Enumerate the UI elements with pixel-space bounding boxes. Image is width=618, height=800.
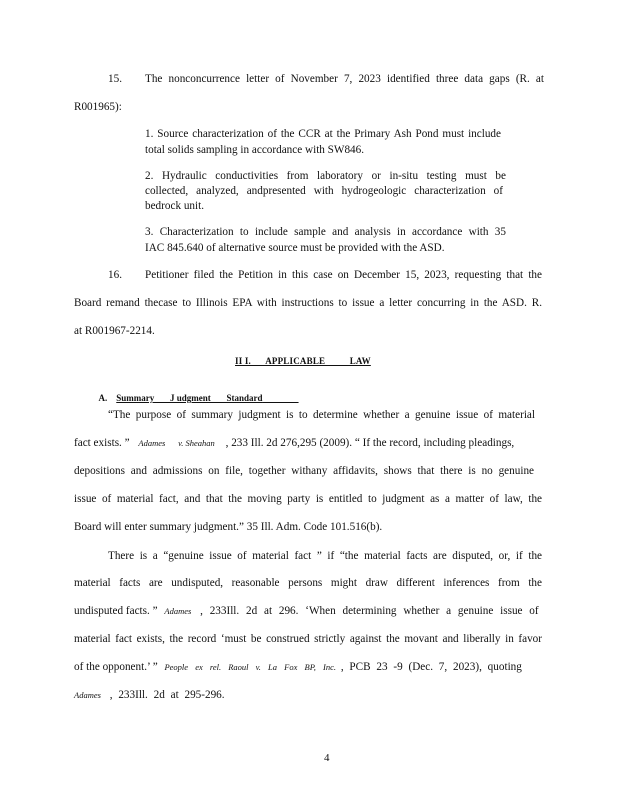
text-span: , PCB 23 -9 (Dec. 7, 2023), quoting	[340, 661, 522, 673]
standard-para-1-line-5: Board will enter summary judgment.” 35 Ill. Adm. Code 101.516(b).	[74, 521, 383, 533]
case-citation: Adames	[164, 606, 192, 616]
para-16-number: 16.	[108, 269, 122, 281]
gap-2-line-3: bedrock unit.	[145, 200, 205, 212]
para-15-line-2: R001965):	[74, 101, 122, 113]
standard-para-1-line-3: depositions and admissions on file, together withany affidavits, shows that there is no genuine	[74, 465, 534, 477]
gap-1-line-1: 1. Source characterization of the CCR at the Primary Ash Pond must include	[145, 128, 501, 140]
case-citation: People ex rel. Raoul v. La Fox BP, Inc.	[164, 662, 337, 672]
standard-para-2-line-3	[74, 606, 539, 617]
standard-para-2-line-5	[74, 662, 522, 673]
standard-para-1-line-4: issue of material fact, and that the moving party is entitled to judgment as a matter of law, the	[74, 493, 542, 505]
standard-para-2-line-4: material fact exists, the record ‘must be construed strictly against the movant and liberally in favor	[74, 633, 542, 645]
case-citation: Adames	[74, 690, 101, 700]
text-span: of the opponent.’ ”	[74, 661, 158, 673]
para-15-number: 15.	[108, 73, 122, 85]
standard-para-2-line-1: There is a “genuine issue of material fact ” if “the material facts are disputed, or, if the	[108, 550, 542, 562]
gap-3-line-2: IAC 845.640 of alternative source must be provided with the ASD.	[145, 242, 445, 254]
section-heading: II I. APPLICABLE LAW	[235, 356, 371, 366]
case-citation: Adames	[138, 438, 166, 448]
gap-3-line-1: 3. Characterization to include sample and analysis in accordance with 35	[145, 226, 506, 238]
text-span: undisputed facts. ”	[74, 605, 158, 617]
text-span: , 233Ill. 2d at 295-296.	[109, 689, 225, 701]
para-16-line-1: Petitioner filed the Petition in this case on December 15, 2023, requesting that the	[145, 269, 542, 281]
text-span: , 233 Ill. 2d 276,295 (2009). “ If the record, including pleadings,	[225, 437, 515, 449]
standard-para-1-line-2	[74, 438, 540, 449]
standard-para-1-line-1: “The purpose of summary judgment is to determine whether a genuine issue of material	[108, 409, 535, 421]
page-number: 4	[324, 752, 330, 764]
case-citation: v. Sheahan	[178, 438, 215, 448]
standard-para-2-line-2: material facts are undisputed, reasonable persons might draw different inferences from the	[74, 577, 542, 589]
gap-2-line-2: collected, analyzed, andpresented with hydrogeologic characterization of	[145, 185, 503, 197]
para-16-line-3: at R001967-2214.	[74, 325, 155, 337]
text-span: , 233Ill. 2d at 296. ‘When determining whether a genuine issue of	[200, 605, 539, 617]
gap-2-line-1: 2. Hydraulic conductivities from laboratory or in-situ testing must be	[145, 170, 506, 182]
subsection-letter: A.	[98, 393, 108, 403]
text-span: fact exists. ”	[74, 437, 130, 449]
standard-para-2-line-6	[74, 690, 225, 701]
subsection-title: Summary J udgment Standard	[116, 393, 263, 403]
gap-1-line-2: total solids sampling in accordance with SW846.	[145, 144, 365, 156]
para-15-line-1: The nonconcurrence letter of November 7, 2023 identified three data gaps (R. at	[145, 73, 544, 85]
para-16-line-2: Board remand thecase to Illinois EPA with instructions to issue a letter concurring in the ASD. R.	[74, 297, 542, 309]
